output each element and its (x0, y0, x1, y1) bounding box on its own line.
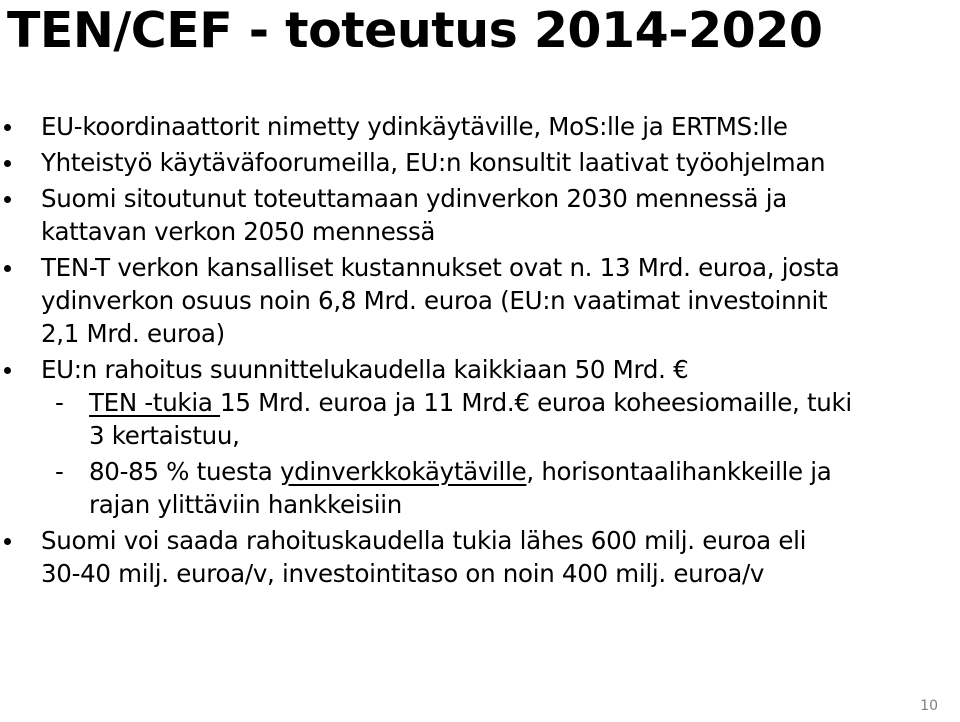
list-item (0, 110, 960, 143)
list-item-line: ydinverkon osuus noin 6,8 Mrd. euroa (EU:n vaatimat investoinnit (41, 286, 828, 315)
page-number: 10 (920, 698, 938, 714)
sub-list-text: , horisontaalihankkeille ja (526, 457, 832, 486)
sub-list-text: 80-85 % tuesta (89, 457, 280, 486)
sub-list-line (89, 455, 960, 488)
list-item (0, 146, 960, 179)
slide-title: TEN/CEF - toteutus 2014-2020 (7, 2, 823, 59)
bullet-dot (4, 160, 11, 167)
euro-sign: € (514, 388, 530, 417)
sub-list-item (0, 455, 960, 521)
list-item-line: Suomi voi saada rahoituskaudella tukia lähes 600 milj. euroa eli (41, 526, 807, 555)
underlined-text: TEN -tukia (89, 388, 221, 417)
bullet-dot (4, 124, 11, 131)
bullet-dot (4, 538, 11, 545)
dash-marker: - (55, 388, 64, 417)
list-item-line: Suomi sitoutunut toteuttamaan ydinverkon 2030 mennessä ja (41, 184, 787, 213)
bullet-list (0, 110, 960, 590)
sub-list-line: 3 kertaistuu, (89, 421, 240, 450)
list-item (0, 251, 960, 350)
bullet-dot (4, 196, 11, 203)
list-item (0, 353, 960, 386)
sub-list-line: rajan ylittäviin hankkeisiin (89, 490, 402, 519)
list-item (0, 524, 960, 590)
bullet-dot (4, 265, 11, 272)
list-item-line: 30-40 milj. euroa/v, investointitaso on noin 400 milj. euroa/v (41, 559, 765, 588)
sub-list-text: euroa koheesiomaille, tuki (537, 388, 852, 417)
list-item-line: 2,1 Mrd. euroa) (41, 319, 225, 348)
sub-list-item (0, 386, 960, 452)
list-item-text: Yhteistyö käytäväfoorumeilla, EU:n konsultit laativat työohjelman (41, 148, 826, 177)
list-item (0, 182, 960, 248)
list-item-text: EU-koordinaattorit nimetty ydinkäytäville, MoS:lle ja ERTMS:lle (41, 112, 788, 141)
euro-sign: € (673, 355, 689, 384)
underlined-text: ydinverkkokäytäville (279, 457, 527, 486)
dash-marker: - (55, 457, 64, 486)
sub-list-text: 15 Mrd. euroa ja 11 Mrd. (220, 388, 515, 417)
list-item-line: kattavan verkon 2050 mennessä (41, 217, 436, 246)
list-item-line: TEN-T verkon kansalliset kustannukset ovat n. 13 Mrd. euroa, josta (41, 253, 840, 282)
sub-list-line (89, 386, 960, 419)
list-item-text: EU:n rahoitus suunnittelukaudella kaikkiaan 50 Mrd. (41, 355, 666, 384)
bullet-dot (4, 367, 11, 374)
